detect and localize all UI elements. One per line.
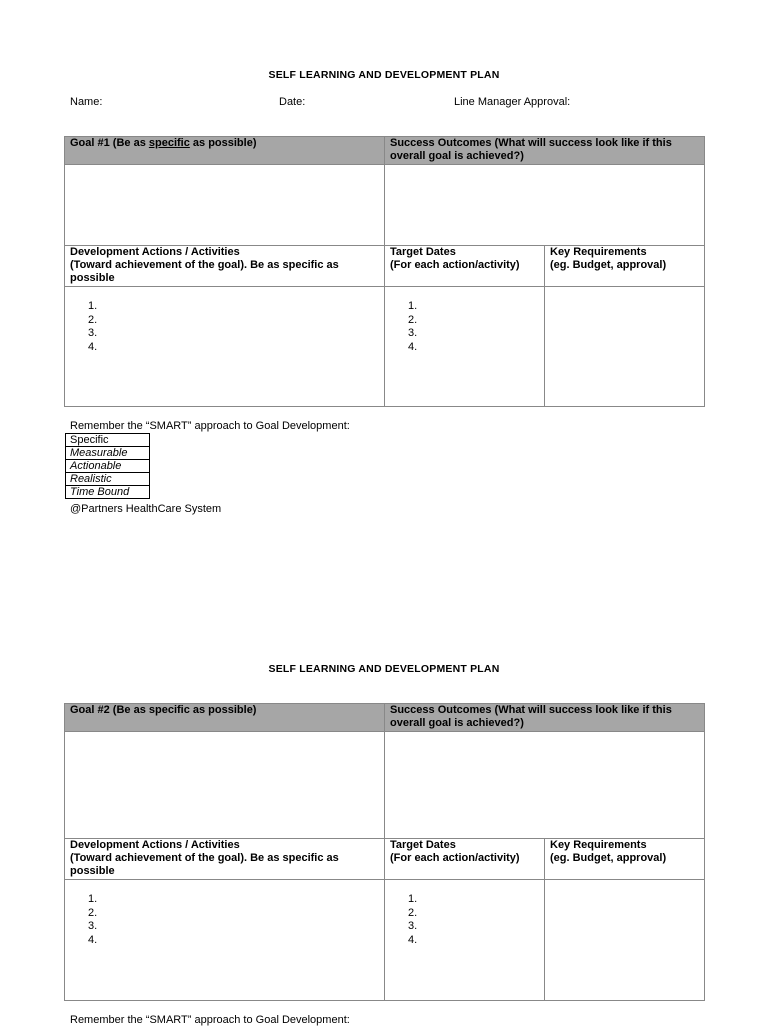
list-item: 4. bbox=[408, 933, 418, 946]
list-item: 1. bbox=[88, 300, 98, 312]
goal-1-actions-header: Development Actions / Activities (Toward achievement of the goal). Be as specific as possible bbox=[65, 246, 385, 287]
smart-realistic: Realistic bbox=[66, 473, 150, 486]
list-item: 2. bbox=[408, 906, 418, 919]
goal-2-key-requirements-header: Key Requirements (eg. Budget, approval) bbox=[545, 839, 705, 880]
list-item: 1. bbox=[88, 893, 98, 905]
name-label: Name: bbox=[70, 96, 103, 108]
goal-1-target-dates-cell[interactable] bbox=[385, 287, 545, 407]
goal-1-table bbox=[64, 136, 705, 407]
goal-1-header: Goal #1 (Be as specific as possible) bbox=[65, 137, 385, 165]
goal-2-actions-cell[interactable] bbox=[65, 880, 385, 1001]
list-item: 2. bbox=[88, 906, 98, 919]
list-item: 4. bbox=[408, 340, 418, 353]
goal-2-actions-header: Development Actions / Activities (Toward achievement of the goal). Be as specific as possible bbox=[65, 839, 385, 880]
smart-specific: Specific bbox=[66, 434, 150, 447]
smart-intro-text: Remember the “SMART” approach to Goal Development: bbox=[70, 420, 350, 432]
page-title: SELF LEARNING AND DEVELOPMENT PLAN bbox=[268, 69, 500, 81]
list-item: 3. bbox=[408, 920, 418, 932]
goal-2-goal-cell[interactable] bbox=[65, 732, 385, 839]
goal-2-table bbox=[64, 703, 705, 1001]
list-item: 4. bbox=[88, 933, 98, 946]
smart-intro-text-2: Remember the “SMART” approach to Goal Development: bbox=[70, 1014, 350, 1026]
goal-1-key-requirements-header: Key Requirements (eg. Budget, approval) bbox=[545, 246, 705, 287]
list-item: 3. bbox=[88, 920, 98, 932]
list-item: 1. bbox=[408, 893, 418, 905]
line-manager-approval-label: Line Manager Approval: bbox=[454, 96, 571, 108]
list-item: 4. bbox=[88, 340, 98, 353]
goal-1-success-outcomes-cell[interactable] bbox=[385, 165, 705, 246]
goal-1-key-requirements-cell[interactable] bbox=[545, 287, 705, 407]
goal-1-target-dates-header: Target Dates (For each action/activity) bbox=[385, 246, 545, 287]
goal-2-target-dates-cell[interactable] bbox=[385, 880, 545, 1001]
list-item: 3. bbox=[88, 327, 98, 339]
goal-2-success-outcomes-cell[interactable] bbox=[385, 732, 705, 839]
goal-1-success-outcomes-header: Success Outcomes (What will success look like if this overall goal is achieved?) bbox=[385, 137, 705, 165]
copyright-text: @Partners HealthCare System bbox=[70, 503, 222, 515]
smart-measurable: Measurable bbox=[66, 447, 150, 460]
goal-1-dates-list bbox=[390, 287, 539, 354]
goal-2-header: Goal #2 (Be as specific as possible) bbox=[65, 704, 385, 732]
goal-2-dates-list bbox=[390, 880, 539, 947]
goal-2-success-outcomes-header: Success Outcomes (What will success look like if this overall goal is achieved?) bbox=[385, 704, 705, 732]
smart-actionable: Actionable bbox=[66, 460, 150, 473]
list-item: 2. bbox=[88, 313, 98, 326]
goal-2-target-dates-header: Target Dates (For each action/activity) bbox=[385, 839, 545, 880]
date-label: Date: bbox=[279, 96, 306, 108]
list-item: 1. bbox=[408, 300, 418, 312]
smart-table bbox=[65, 433, 150, 499]
goal-1-actions-cell[interactable] bbox=[65, 287, 385, 407]
goal-1-actions-list bbox=[70, 287, 379, 354]
smart-time-bound: Time Bound bbox=[66, 486, 150, 499]
list-item: 2. bbox=[408, 313, 418, 326]
list-item: 3. bbox=[408, 327, 418, 339]
page-title-2: SELF LEARNING AND DEVELOPMENT PLAN bbox=[268, 663, 500, 675]
goal-2-actions-list bbox=[70, 880, 379, 947]
goal-2-key-requirements-cell[interactable] bbox=[545, 880, 705, 1001]
goal-1-goal-cell[interactable] bbox=[65, 165, 385, 246]
